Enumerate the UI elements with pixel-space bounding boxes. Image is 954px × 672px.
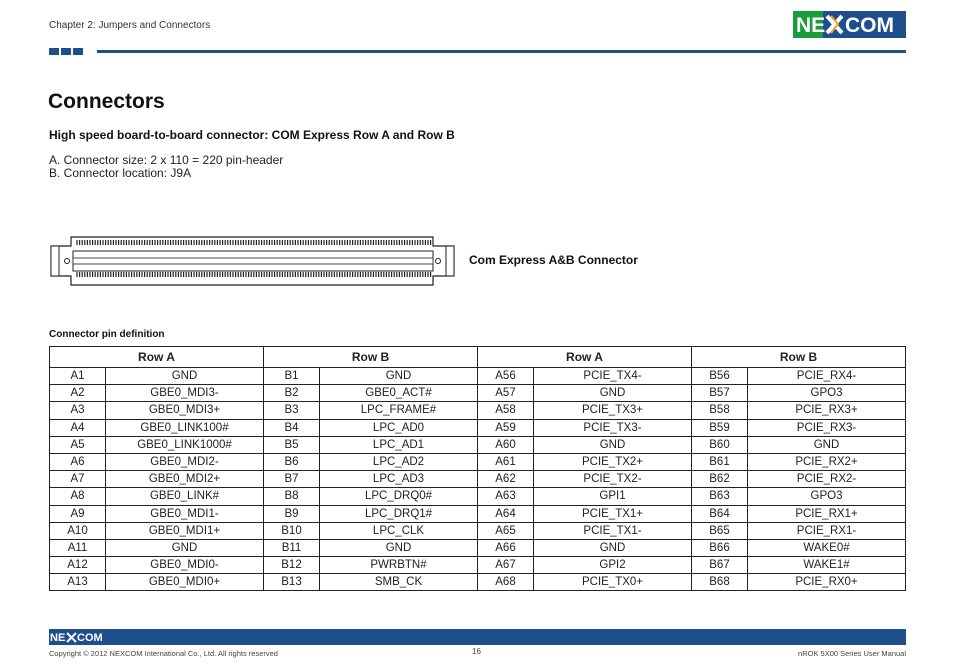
pin-number-cell: B62 (692, 471, 748, 488)
pin-number-cell: B12 (264, 557, 320, 574)
nexcom-footer-logo (50, 631, 110, 643)
signal-name-cell: GND (748, 436, 906, 453)
pin-number-cell: A62 (478, 471, 534, 488)
signal-name-cell: GND (320, 539, 478, 556)
signal-name-cell: GPO3 (748, 385, 906, 402)
pin-number-cell: A61 (478, 453, 534, 470)
column-header: Row B (692, 347, 906, 368)
table-row (50, 557, 906, 574)
signal-name-cell: PCIE_RX3- (748, 419, 906, 436)
signal-name-cell: GND (106, 368, 264, 385)
pin-number-cell: A7 (50, 471, 106, 488)
table-row (50, 471, 906, 488)
signal-name-cell: WAKE1# (748, 557, 906, 574)
pin-number-cell: A67 (478, 557, 534, 574)
pin-number-cell: A9 (50, 505, 106, 522)
signal-name-cell: GBE0_MDI0- (106, 557, 264, 574)
pin-number-cell: B8 (264, 488, 320, 505)
signal-name-cell: PCIE_TX2- (534, 471, 692, 488)
signal-name-cell: LPC_CLK (320, 522, 478, 539)
signal-name-cell: GND (534, 539, 692, 556)
signal-name-cell: GBE0_LINK# (106, 488, 264, 505)
signal-name-cell: LPC_FRAME# (320, 402, 478, 419)
pin-number-cell: B58 (692, 402, 748, 419)
chapter-heading: Chapter 2: Jumpers and Connectors (49, 20, 211, 31)
signal-name-cell: PCIE_RX4- (748, 368, 906, 385)
table-row (50, 385, 906, 402)
pin-number-cell: A66 (478, 539, 534, 556)
signal-name-cell: PCIE_RX1+ (748, 505, 906, 522)
pin-number-cell: B57 (692, 385, 748, 402)
signal-name-cell: GBE0_MDI2- (106, 453, 264, 470)
column-header: Row A (478, 347, 692, 368)
signal-name-cell: PCIE_TX1+ (534, 505, 692, 522)
connector-diagram (47, 234, 459, 289)
pin-number-cell: B4 (264, 419, 320, 436)
pin-number-cell: A59 (478, 419, 534, 436)
signal-name-cell: PCIE_RX2- (748, 471, 906, 488)
table-row (50, 574, 906, 591)
signal-name-cell: PCIE_RX3+ (748, 402, 906, 419)
column-header: Row B (264, 347, 478, 368)
pin-number-cell: A64 (478, 505, 534, 522)
pin-number-cell: A6 (50, 453, 106, 470)
pin-number-cell: B64 (692, 505, 748, 522)
table-header-row (50, 347, 906, 368)
footer-bar (49, 629, 906, 645)
pin-number-cell: B60 (692, 436, 748, 453)
signal-name-cell: GND (534, 436, 692, 453)
pin-number-cell: A1 (50, 368, 106, 385)
signal-name-cell: GBE0_MDI0+ (106, 574, 264, 591)
pin-number-cell: B2 (264, 385, 320, 402)
signal-name-cell: PCIE_TX2+ (534, 453, 692, 470)
signal-name-cell: PCIE_TX4- (534, 368, 692, 385)
signal-name-cell: GPI1 (534, 488, 692, 505)
svg-text:COM: COM (845, 14, 894, 37)
pin-number-cell: B5 (264, 436, 320, 453)
header-rule (97, 50, 906, 53)
pin-number-cell: A5 (50, 436, 106, 453)
signal-name-cell: LPC_DRQ0# (320, 488, 478, 505)
manual-title: nROK 5X00 Series User Manual (798, 649, 906, 658)
signal-name-cell: LPC_DRQ1# (320, 505, 478, 522)
nexcom-logo (793, 11, 906, 38)
signal-name-cell: GND (320, 368, 478, 385)
signal-name-cell: GBE0_MDI3+ (106, 402, 264, 419)
signal-name-cell: GPO3 (748, 488, 906, 505)
pin-number-cell: A65 (478, 522, 534, 539)
signal-name-cell: PCIE_RX0+ (748, 574, 906, 591)
signal-name-cell: GPI2 (534, 557, 692, 574)
pin-number-cell: B66 (692, 539, 748, 556)
pin-number-cell: A11 (50, 539, 106, 556)
pin-number-cell: B56 (692, 368, 748, 385)
pin-number-cell: B11 (264, 539, 320, 556)
signal-name-cell: PCIE_TX3+ (534, 402, 692, 419)
pin-number-cell: A2 (50, 385, 106, 402)
signal-name-cell: GBE0_MDI1+ (106, 522, 264, 539)
signal-name-cell: PCIE_TX3- (534, 419, 692, 436)
pin-number-cell: A4 (50, 419, 106, 436)
pin-number-cell: B65 (692, 522, 748, 539)
signal-name-cell: LPC_AD0 (320, 419, 478, 436)
signal-name-cell: WAKE0# (748, 539, 906, 556)
svg-text:NE: NE (796, 14, 826, 37)
copyright-text: Copyright © 2012 NEXCOM International Co., Ltd. All rights reserved (49, 649, 278, 658)
table-row (50, 453, 906, 470)
page-title: Connectors (48, 90, 165, 113)
signal-name-cell: LPC_AD3 (320, 471, 478, 488)
page-number: 16 (472, 647, 481, 656)
pin-number-cell: A3 (50, 402, 106, 419)
connector-label: Com Express A&B Connector (469, 253, 638, 267)
signal-name-cell: PWRBTN# (320, 557, 478, 574)
pin-number-cell: B13 (264, 574, 320, 591)
pin-number-cell: A60 (478, 436, 534, 453)
signal-name-cell: GBE0_LINK1000# (106, 436, 264, 453)
section-subtitle: High speed board-to-board connector: COM Express Row A and Row B (49, 128, 455, 142)
pin-number-cell: B3 (264, 402, 320, 419)
pin-number-cell: B67 (692, 557, 748, 574)
pin-number-cell: A12 (50, 557, 106, 574)
signal-name-cell: PCIE_RX1- (748, 522, 906, 539)
pin-number-cell: B61 (692, 453, 748, 470)
pin-number-cell: B6 (264, 453, 320, 470)
header-accent-squares (49, 48, 83, 55)
signal-name-cell: GBE0_MDI1- (106, 505, 264, 522)
signal-name-cell: GND (534, 385, 692, 402)
signal-name-cell: GBE0_LINK100# (106, 419, 264, 436)
signal-name-cell: SMB_CK (320, 574, 478, 591)
table-caption: Connector pin definition (49, 329, 165, 340)
connector-size-text: A. Connector size: 2 x 110 = 220 pin-header (49, 153, 284, 167)
pin-number-cell: B63 (692, 488, 748, 505)
pin-number-cell: B1 (264, 368, 320, 385)
pin-number-cell: A58 (478, 402, 534, 419)
signal-name-cell: GBE0_MDI3- (106, 385, 264, 402)
pin-number-cell: A63 (478, 488, 534, 505)
pin-number-cell: B7 (264, 471, 320, 488)
pin-number-cell: B9 (264, 505, 320, 522)
pin-number-cell: A56 (478, 368, 534, 385)
table-row (50, 402, 906, 419)
table-row (50, 436, 906, 453)
table-row (50, 419, 906, 436)
signal-name-cell: LPC_AD1 (320, 436, 478, 453)
connector-location-text: B. Connector location: J9A (49, 166, 192, 180)
table-row (50, 522, 906, 539)
table-row (50, 539, 906, 556)
signal-name-cell: LPC_AD2 (320, 453, 478, 470)
table-row (50, 368, 906, 385)
signal-name-cell: PCIE_RX2+ (748, 453, 906, 470)
pin-number-cell: A13 (50, 574, 106, 591)
signal-name-cell: GBE0_MDI2+ (106, 471, 264, 488)
table-row (50, 505, 906, 522)
signal-name-cell: GND (106, 539, 264, 556)
pin-number-cell: A68 (478, 574, 534, 591)
svg-text:NE: NE (50, 632, 66, 643)
pin-definition-table (49, 346, 906, 591)
pin-number-cell: B59 (692, 419, 748, 436)
signal-name-cell: GBE0_ACT# (320, 385, 478, 402)
pin-number-cell: A57 (478, 385, 534, 402)
svg-text:COM: COM (77, 632, 103, 643)
pin-number-cell: A8 (50, 488, 106, 505)
pin-number-cell: B68 (692, 574, 748, 591)
pin-number-cell: B10 (264, 522, 320, 539)
signal-name-cell: PCIE_TX0+ (534, 574, 692, 591)
column-header: Row A (50, 347, 264, 368)
pin-number-cell: A10 (50, 522, 106, 539)
signal-name-cell: PCIE_TX1- (534, 522, 692, 539)
table-row (50, 488, 906, 505)
